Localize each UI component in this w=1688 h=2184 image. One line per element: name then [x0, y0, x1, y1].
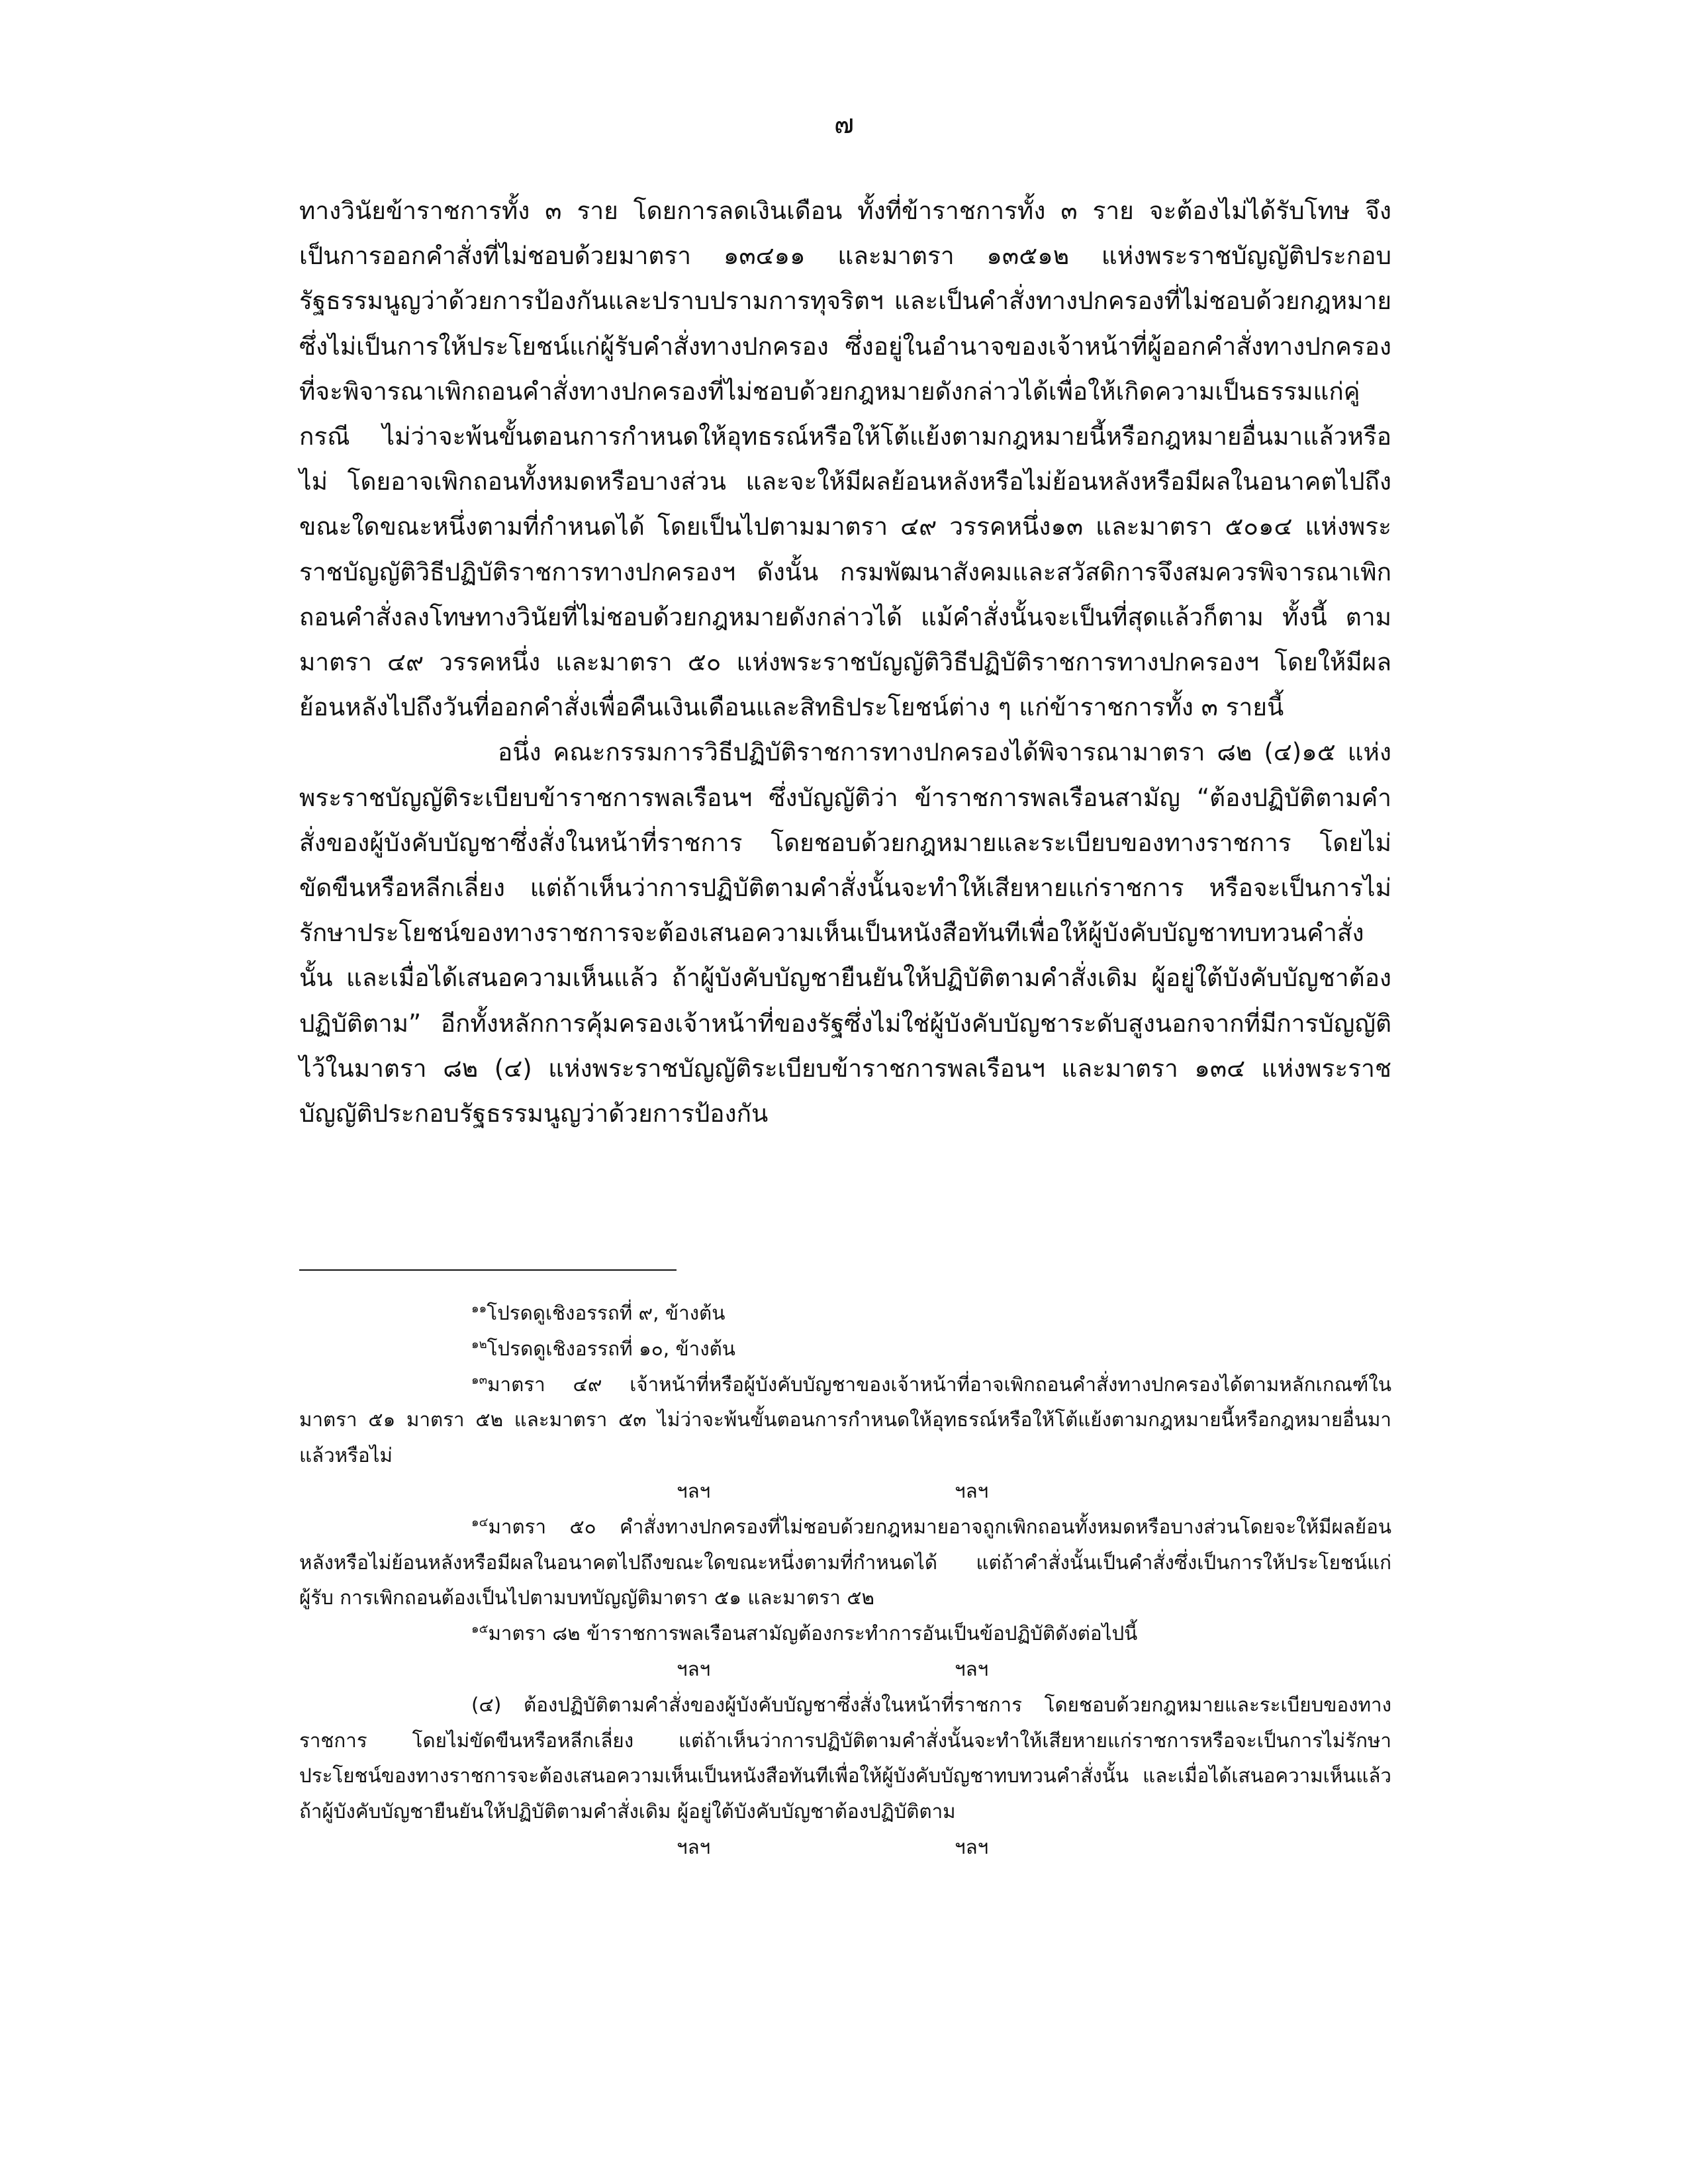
- footnotes: [299, 1296, 1391, 1866]
- paragraph-1: [299, 189, 1391, 730]
- ellipsis-mark: ฯลฯ: [955, 1657, 989, 1680]
- footnote-text: (๔) ต้องปฏิบัติตามคำสั่งของผู้บังคับบัญชาซึ่งสั่งในหน้าที่ราชการ โดยชอบด้วยกฎหมายและระเบียบของทางราชการ โดยไม่ขัดขืนหรือหลีกเลี่ยง แต่ถ้าเห็นว่าการปฏิบัติตามคำสั่งนั้นจะทำให้เสียหายแก่ราชการหรือจะเป็นการไม่รักษาประโยชน์ของทางราชการจะต้องเสนอความเห็นเป็นหนังสือทันทีเพื่อให้ผู้บังคับบัญชาทบทวนคำสั่งนั้น และเมื่อได้เสนอความเห็นแล้ว ถ้าผู้บังคับบัญชายืนยันให้ปฏิบัติตามคำสั่งเดิม ผู้อยู่ใต้บังคับบัญชาต้องปฏิบัติตาม: [299, 1693, 1391, 1823]
- ellipsis-mark: ฯลฯ: [955, 1479, 989, 1502]
- footnote-text: มาตรา ๕๐ คำสั่งทางปกครองที่ไม่ชอบด้วยกฎหมายอาจถูกเพิกถอนทั้งหมดหรือบางส่วนโดยจะให้มีผลย้อนหลังหรือไม่ย้อนหลังหรือมีผลในอนาคตไปถึงขณะใดขณะหนึ่งตามที่กำหนดได้ แต่ถ้าคำสั่งนั้นเป็นคำสั่งซึ่งเป็นการให้ประโยชน์แก่ผู้รับ การเพิกถอนต้องเป็นไปตามบทบัญญัติมาตรา ๕๑ และมาตรา ๕๒: [299, 1515, 1391, 1610]
- footnote-marker: ๑๕: [471, 1622, 489, 1637]
- body-text: [299, 189, 1391, 1136]
- footnote-marker: ๑๑: [471, 1302, 487, 1316]
- footnote-12: [299, 1332, 1391, 1367]
- footnote-13: [299, 1367, 1391, 1474]
- footnote-text: โปรดดูเชิงอรรถที่ ๑๐, ข้างต้น: [487, 1337, 735, 1360]
- footnote-marker: ๑๔: [471, 1515, 489, 1529]
- footnote-text: มาตรา ๘๒ ข้าราชการพลเรือนสามัญต้องกระทำการอันเป็นข้อปฏิบัติดังต่อไปนี้: [488, 1622, 1138, 1645]
- paragraph-2-text: อนึ่ง คณะกรรมการวิธีปฏิบัติราชการทางปกครองได้พิจารณามาตรา ๘๒ (๔)๑๕ แห่งพระราชบัญญัติระเบียบข้าราชการพลเรือนฯ ซึ่งบัญญัติว่า ข้าราชการพลเรือนสามัญ “ต้องปฏิบัติตามคำสั่งของผู้บังคับบัญชาซึ่งสั่งในหน้าที่ราชการ โดยชอบด้วยกฎหมายและระเบียบของทางราชการ โดยไม่ขัดขืนหรือหลีกเลี่ยง แต่ถ้าเห็นว่าการปฏิบัติตามคำสั่งนั้นจะทำให้เสียหายแก่ราชการ หรือจะเป็นการไม่รักษาประโยชน์ของทางราชการจะต้องเสนอความเห็นเป็นหนังสือทันทีเพื่อให้ผู้บังคับบัญชาทบทวนคำสั่งนั้น และเมื่อได้เสนอความเห็นแล้ว ถ้าผู้บังคับบัญชายืนยันให้ปฏิบัติตามคำสั่งเดิม ผู้อยู่ใต้บังคับบัญชาต้องปฏิบัติตาม” อีกทั้งหลักการคุ้มครองเจ้าหน้าที่ของรัฐซึ่งไม่ใช่ผู้บังคับบัญชาระดับสูงนอกจากที่มีการบัญญัติไว้ในมาตรา ๘๒ (๔) แห่งพระราชบัญญัติระเบียบข้าราชการพลเรือนฯ และมาตรา ๑๓๔ แห่งพระราชบัญญัติประกอบรัฐธรรมนูญว่าด้วยการป้องกัน: [299, 738, 1391, 1128]
- footnote-marker: ๑๒: [471, 1337, 487, 1351]
- footnote-text: โปรดดูเชิงอรรถที่ ๙, ข้างต้น: [487, 1302, 726, 1324]
- paragraph-2: [299, 730, 1391, 1136]
- ellipsis-mark: ฯลฯ: [955, 1835, 989, 1858]
- footnote-11: [299, 1296, 1391, 1332]
- ellipsis-row: [299, 1652, 1391, 1688]
- paragraph-1-text: ทางวินัยข้าราชการทั้ง ๓ ราย โดยการลดเงินเดือน ทั้งที่ข้าราชการทั้ง ๓ ราย จะต้องไม่ได้รับโทษ จึงเป็นการออกคำสั่งที่ไม่ชอบด้วยมาตรา ๑๓๔๑๑ และมาตรา ๑๓๕๑๒ แห่งพระราชบัญญัติประกอบรัฐธรรมนูญว่าด้วยการป้องกันและปราบปรามการทุจริตฯ และเป็นคำสั่งทางปกครองที่ไม่ชอบด้วยกฎหมายซึ่งไม่เป็นการให้ประโยชน์แก่ผู้รับคำสั่งทางปกครอง ซึ่งอยู่ในอำนาจของเจ้าหน้าที่ผู้ออกคำสั่งทางปกครองที่จะพิจารณาเพิกถอนคำสั่งทางปกครองที่ไม่ชอบด้วยกฎหมายดังกล่าวได้เพื่อให้เกิดความเป็นธรรมแก่คู่กรณี ไม่ว่าจะพ้นขั้นตอนการกำหนดให้อุทธรณ์หรือให้โต้แย้งตามกฎหมายนี้หรือกฎหมายอื่นมาแล้วหรือไม่ โดยอาจเพิกถอนทั้งหมดหรือบางส่วน และจะให้มีผลย้อนหลังหรือไม่ย้อนหลังหรือมีผลในอนาคตไปถึงขณะใดขณะหนึ่งตามที่กำหนดได้ โดยเป็นไปตามมาตรา ๔๙ วรรคหนึ่ง๑๓ และมาตรา ๕๐๑๔ แห่งพระราชบัญญัติวิธีปฏิบัติราชการทางปกครองฯ ดังนั้น กรมพัฒนาสังคมและสวัสดิการจึงสมควรพิจารณาเพิกถอนคำสั่งลงโทษทางวินัยที่ไม่ชอบด้วยกฎหมายดังกล่าวได้ แม้คำสั่งนั้นจะเป็นที่สุดแล้วก็ตาม ทั้งนี้ ตามมาตรา ๔๙ วรรคหนึ่ง และมาตรา ๕๐ แห่งพระราชบัญญัติวิธีปฏิบัติราชการทางปกครองฯ โดยให้มีผลย้อนหลังไปถึงวันที่ออกคำสั่งเพื่อคืนเงินเดือนและสิทธิประโยชน์ต่าง ๆ แก่ข้าราชการทั้ง ๓ รายนี้: [299, 197, 1391, 722]
- footnote-separator: [299, 1269, 677, 1271]
- footnote-14: [299, 1510, 1391, 1616]
- footnote-marker: ๑๓: [471, 1373, 488, 1387]
- page-number: ๗: [833, 109, 855, 140]
- ellipsis-mark: ฯลฯ: [677, 1479, 711, 1502]
- footnote-text: มาตรา ๔๙ เจ้าหน้าที่หรือผู้บังคับบัญชาของเจ้าหน้าที่อาจเพิกถอนคำสั่งทางปกครองได้ตามหลักเกณฑ์ในมาตรา ๕๑ มาตรา ๕๒ และมาตรา ๕๓ ไม่ว่าจะพ้นขั้นตอนการกำหนดให้อุทธรณ์หรือให้โต้แย้งตามกฎหมายนี้หรือกฎหมายอื่นมาแล้วหรือไม่: [299, 1373, 1391, 1467]
- ellipsis-mark: ฯลฯ: [677, 1835, 711, 1858]
- ellipsis-mark: ฯลฯ: [677, 1657, 711, 1680]
- ellipsis-row: [299, 1830, 1391, 1866]
- footnote-15: [299, 1616, 1391, 1652]
- footnote-15-item-4: [299, 1688, 1391, 1830]
- ellipsis-row: [299, 1474, 1391, 1510]
